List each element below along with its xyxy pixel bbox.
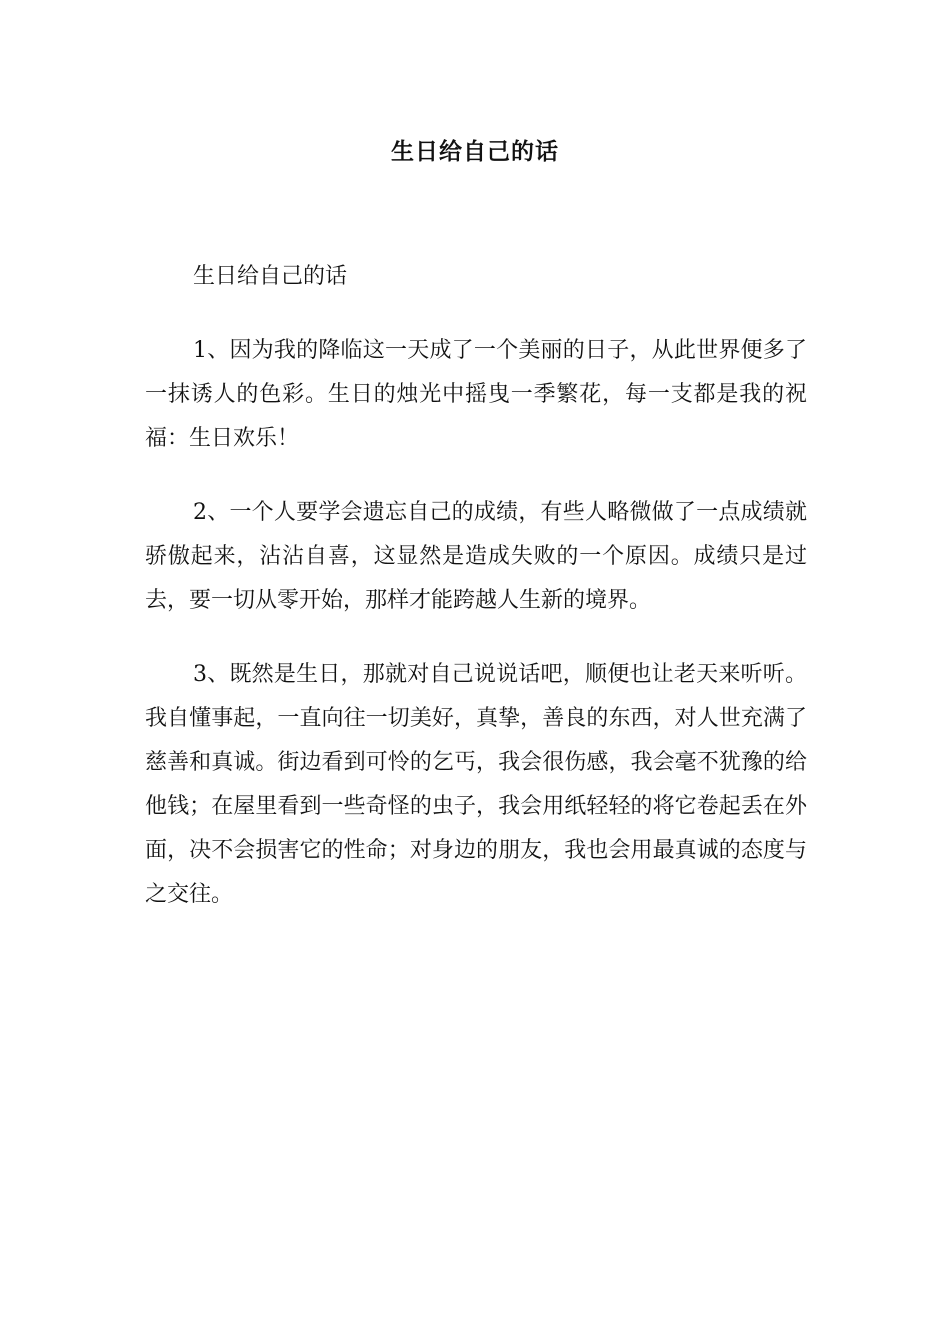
document-body	[145, 255, 807, 917]
page-title: 生日给自己的话	[391, 138, 559, 165]
paragraph-3: 3、既然是生日，那就对自己说说话吧，顺便也让老天来听听。我自懂事起，一直向往一切美好，真挚，善良的东西，对人世充满了慈善和真诚。街边看到可怜的乞丐，我会很伤感，我会毫不犹豫的给他钱；在屋里看到一些奇怪的虫子，我会用纸轻轻的将它卷起丢在外面，决不会损害它的性命；对身边的朋友，我也会用最真诚的态度与之交往。	[145, 662, 807, 907]
paragraph-1: 1、因为我的降临这一天成了一个美丽的日子，从此世界便多了一抹诱人的色彩。生日的烛光中摇曳一季繁花，每一支都是我的祝福：生日欢乐！	[145, 338, 807, 451]
paragraph-subtitle: 生日给自己的话	[193, 264, 348, 289]
paragraph-2: 2、一个人要学会遗忘自己的成绩，有些人略微做了一点成绩就骄傲起来，沾沾自喜，这显然是造成失败的一个原因。成绩只是过去，要一切从零开始，那样才能跨越人生新的境界。	[145, 500, 807, 613]
